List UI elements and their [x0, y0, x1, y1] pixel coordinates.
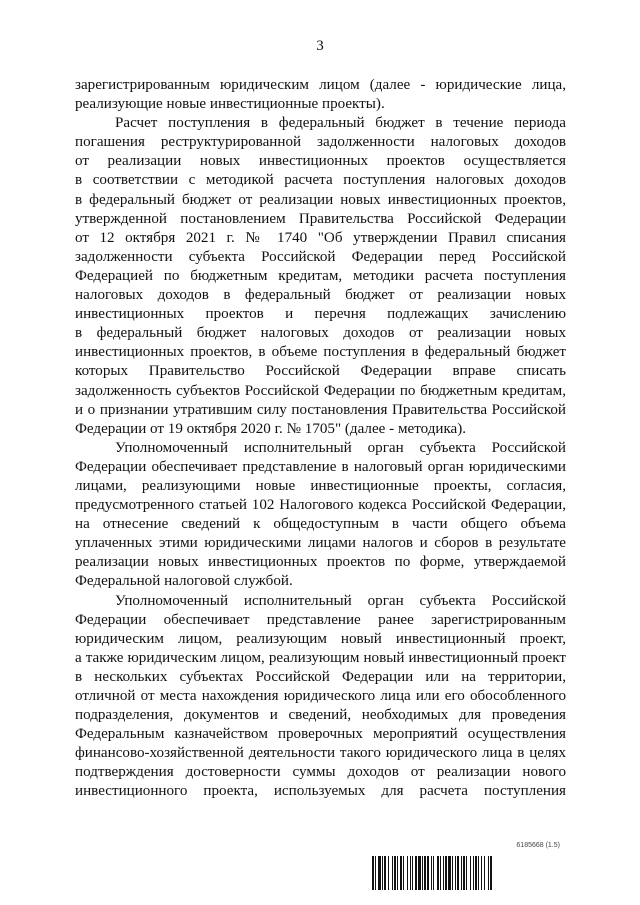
barcode-bar — [475, 856, 477, 890]
text-line: налоговых доходов в федеральный бюджет от реализации новых — [75, 287, 566, 304]
barcode-bar — [427, 856, 429, 890]
barcode-bar — [445, 856, 447, 890]
text-line: от реализации новых инвестиционных проектов осуществляется — [75, 153, 566, 170]
text-line: в федеральный бюджет от реализации новых инвестиционных проектов, — [75, 191, 566, 208]
barcode-bar — [410, 856, 411, 890]
barcode-bar — [397, 856, 398, 890]
text-line: зарегистрированным юридическим лицом (далее - юридические лица, — [75, 77, 566, 93]
text-line: в соответствии с методикой расчета поступления налоговых доходов — [75, 172, 566, 189]
text-line: лицами, реализующими новые инвестиционные проекты, согласия, — [75, 477, 566, 494]
barcode-bar — [407, 856, 408, 890]
barcode-bar — [415, 856, 417, 890]
text-line: Расчет поступления в федеральный бюджет в течение периода — [115, 115, 566, 132]
text-line: финансово-хозяйственной деятельности такого юридического лица в целях — [75, 745, 566, 762]
text-line: инвестиционного проекта, используемых для расчета поступления — [75, 783, 566, 800]
barcode-bar — [461, 856, 462, 890]
text-line: подтверждения достоверности суммы доходов от реализации нового — [75, 764, 566, 781]
text-line: инвестиционных проектов, в объеме поступления в федеральный бюджет — [75, 344, 566, 361]
barcode-bar — [443, 856, 444, 890]
text-line: погашения реструктурированной задолженности налоговых доходов — [75, 134, 566, 151]
barcode-bar — [437, 856, 439, 890]
text-line: реализующие новые инвестиционные проекты). — [75, 96, 385, 113]
text-line: Уполномоченный исполнительный орган субъекта Российской — [115, 439, 566, 456]
barcode-bar — [488, 856, 489, 890]
text-line: утвержденной постановлением Правительства Российской Федерации — [75, 210, 566, 227]
barcode-bar — [412, 856, 413, 890]
text-line: задолженность субъектов Российской Федерации по бюджетным кредитам, — [75, 382, 566, 399]
barcode-bar — [440, 856, 441, 890]
barcode-bar — [490, 856, 492, 890]
barcode-bar — [431, 856, 432, 890]
text-line: в нескольких субъектах Российской Федерации или на территории, — [75, 668, 566, 685]
text-line: отличной от места нахождения юридического лица или его обособленного — [75, 688, 566, 704]
text-line: предусмотренного статьей 102 Налогового кодекса Российской Федерации, — [75, 497, 566, 514]
document-footer — [370, 842, 570, 892]
barcode-bar — [400, 856, 402, 890]
text-line: уплаченных этими юридическими лицами налогов и сборов в результате — [75, 535, 566, 552]
text-line: на отнесение сведений к общедоступным в части общего объема — [75, 516, 566, 533]
barcode-bar — [466, 856, 467, 890]
barcode-bar — [388, 856, 389, 890]
text-line: которых Правительство Российской Федерации вправе списать — [75, 363, 566, 380]
barcode-bar — [481, 856, 482, 890]
barcode-bar — [455, 856, 456, 890]
text-line: и о признании утратившим силу постановления Правительства Российской — [75, 401, 566, 418]
barcode-icon — [370, 852, 570, 892]
text-line: в федеральный бюджет налоговых доходов от реализации новых — [75, 325, 566, 342]
document-code: 6185668 (1.5) — [516, 842, 560, 849]
text-line: реализации новых инвестиционных проектов по форме, утверждаемой — [75, 554, 566, 571]
text-line: Федерации обеспечивает представление ранее зарегистрированным — [75, 611, 566, 628]
barcode-bar — [463, 856, 465, 890]
barcode-bar — [457, 856, 459, 890]
text-line: Федерации от 19 октября 2020 г. № 1705" (далее - методика). — [75, 420, 467, 437]
text-line: Федеральной налоговой службой. — [75, 573, 293, 590]
barcode-bar — [382, 856, 383, 890]
text-line: задолженности субъекта Российской Федерации перед Российской — [75, 248, 566, 265]
barcode-bar — [448, 856, 451, 890]
barcode-bar — [418, 856, 421, 890]
barcode-bar — [422, 856, 423, 890]
document-body — [75, 76, 566, 802]
barcode-bar — [424, 856, 426, 890]
text-line: а также юридическим лицом, реализующим новый инвестиционный проект — [75, 649, 566, 666]
text-line: Федерации обеспечивает представление в налоговый орган юридическими — [75, 458, 566, 475]
text-line: Федеральным казначейством проверочных мероприятий осуществления — [75, 726, 566, 743]
text-line: юридическим лицом, реализующим новый инвестиционный проект, — [75, 630, 566, 647]
barcode-bar — [394, 856, 396, 890]
barcode-bar — [452, 856, 453, 890]
barcode-bar — [473, 856, 474, 890]
barcode-bar — [484, 856, 485, 890]
barcode-bar — [433, 856, 434, 890]
text-line: от 12 октября 2021 г. № 1740 "Об утверждении Правил списания — [75, 229, 566, 246]
barcode-bar — [478, 856, 479, 890]
barcode-bar — [378, 856, 381, 890]
barcode-bar — [403, 856, 404, 890]
barcode-bar — [372, 856, 374, 890]
text-line: инвестиционных проектов и перечня подлежащих зачислению — [75, 306, 566, 323]
text-line: Уполномоченный исполнительный орган субъекта Российской — [115, 592, 566, 609]
text-line: подразделения, документов и сведений, необходимых для проведения — [75, 707, 566, 724]
barcode-bar — [375, 856, 376, 890]
text-line: Федерацией по бюджетным кредитам, методики расчета поступления — [75, 267, 566, 284]
barcode-bar — [384, 856, 386, 890]
barcode-bar — [470, 856, 471, 890]
page-number: 3 — [316, 38, 324, 54]
barcode-bar — [392, 856, 393, 890]
